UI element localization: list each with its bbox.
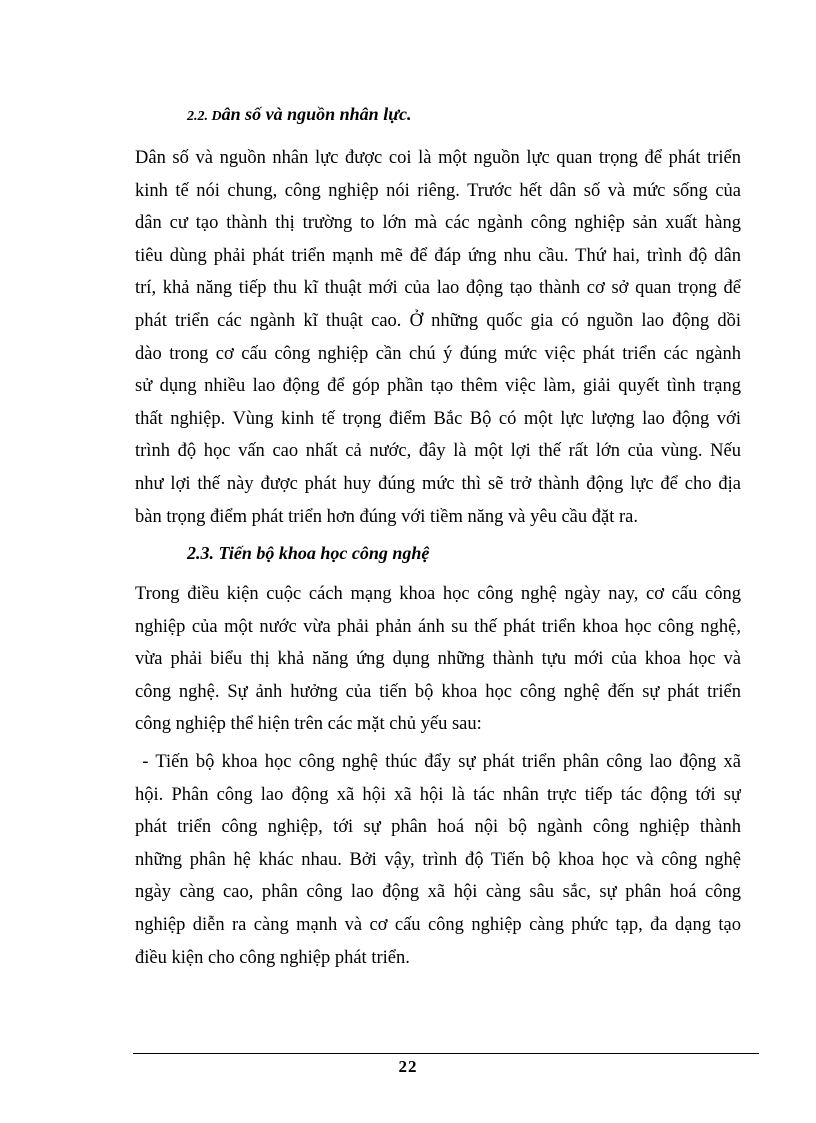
paragraph-line: kinh tế nói chung, công nghiệp nói riêng. Trước hết dân số và mức sống của (135, 180, 741, 201)
paragraph-line: dân cư tạo thành thị trường to lớn mà các ngành công nghiệp sản xuất hàng (135, 213, 741, 234)
paragraph-line: thất nghiệp. Vùng kinh tế trọng điểm Bắc Bộ có một lực lượng lao động với (135, 408, 741, 429)
paragraph-line: vừa phải biểu thị khả năng ứng dụng những thành tựu mới của khoa học và (135, 649, 741, 670)
paragraph-line: điều kiện cho công nghiệp phát triển. (135, 947, 410, 968)
page-number: 22 (398, 1057, 418, 1076)
paragraph-line: nghiệp của một nước vừa phải phản ánh su thế phát triển khoa học công nghệ, (135, 616, 741, 637)
section-heading-2-2 (187, 104, 411, 125)
section-heading-2-2-number: 2.2. D (187, 109, 222, 124)
paragraph-line: phát triển công nghiệp, tới sự phân hoá nội bộ ngành công nghiệp thành (135, 817, 741, 838)
paragraph-line: Dân số và nguồn nhân lực được coi là một nguồn lực quan trọng để phát triển (135, 148, 741, 168)
paragraph-line: dào trong cơ cấu công nghiệp cần chú ý đúng mức việc phát triển các ngành (135, 343, 741, 364)
paragraph-line: công nghiệp thể hiện trên các mặt chủ yếu sau: (135, 714, 482, 735)
paragraph-line: như lợi thế này được phát huy đúng mức thì sẽ trở thành động lực để cho địa (135, 473, 741, 494)
section-heading-2-3: 2.3. Tiến bộ khoa học công nghệ (187, 543, 430, 563)
footer-divider (133, 1053, 759, 1054)
paragraph-line: Trong điều kiện cuộc cách mạng khoa học công nghệ ngày nay, cơ cấu công (135, 584, 741, 604)
paragraph-population-labor (135, 142, 741, 533)
paragraph-line: trình độ học vấn cao nhất cả nước, đây là một lợi thế rất lớn của vùng. Nếu (135, 441, 741, 462)
paragraph-line: - Tiến bộ khoa học công nghệ thúc đẩy sự phát triển phân công lao động xã (135, 752, 741, 772)
paragraph-technology-bullet (135, 746, 741, 974)
paragraph-line: bàn trọng điểm phát triển hơn đúng với tiềm năng và yêu cầu đặt ra. (135, 506, 638, 527)
paragraph-line: tiêu dùng phải phát triển mạnh mẽ để đáp ứng nhu cầu. Thứ hai, trình độ dân (135, 245, 741, 266)
paragraph-line: sử dụng nhiều lao động để góp phần tạo thêm việc làm, giải quyết tình trạng (135, 376, 741, 397)
section-heading-2-2-text: ân số và nguồn nhân lực. (221, 104, 412, 124)
paragraph-line: trí, khả năng tiếp thu kĩ thuật mới của lao động tạo thành cơ sở quan trọng để (135, 278, 741, 299)
paragraph-line: hội. Phân công lao động xã hội xã hội là tác nhân trực tiếp tác động tới sự (135, 784, 741, 805)
paragraph-line: nghiệp diễn ra càng mạnh và cơ cấu công nghiệp càng phức tạp, đa dạng tạo (135, 914, 741, 935)
paragraph-line: phát triển các ngành kĩ thuật cao. Ở những quốc gia có nguồn lao động dồi (135, 310, 741, 331)
paragraph-line: những phân hệ khác nhau. Bởi vậy, trình độ Tiến bộ khoa học và công nghệ (135, 849, 741, 870)
paragraph-line: công nghệ. Sự ảnh hưởng của tiến bộ khoa học công nghệ đến sự phát triển (135, 681, 741, 702)
paragraph-technology-intro (135, 578, 741, 741)
paragraph-line: ngày càng cao, phân công lao động xã hội càng sâu sắc, sự phân hoá công (135, 882, 741, 903)
